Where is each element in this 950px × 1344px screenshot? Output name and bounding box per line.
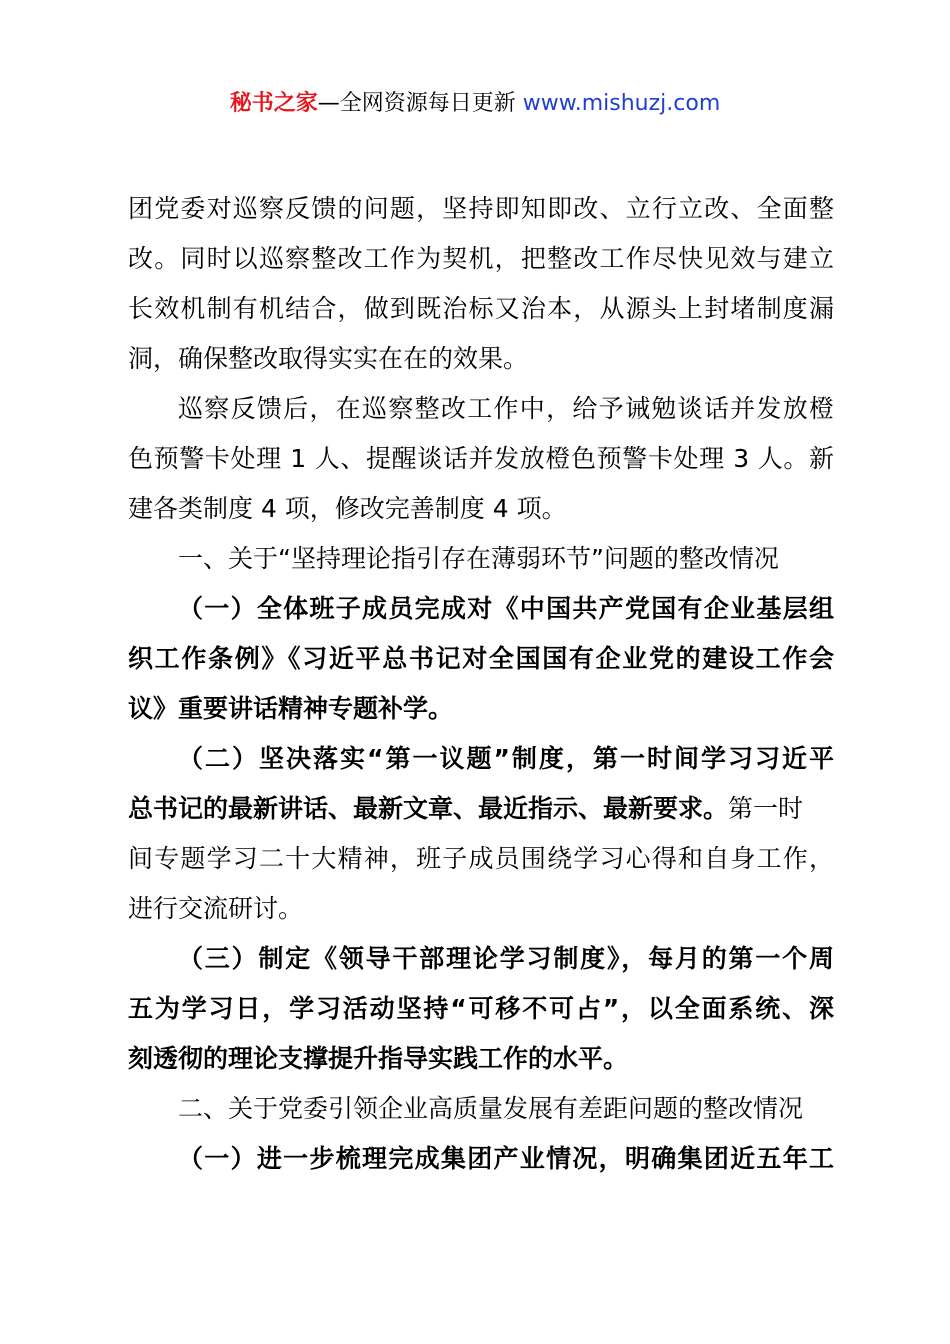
text-line: （三）制定《领导干部理论学习制度》，每月的第一个周 bbox=[178, 944, 834, 973]
text-line: 进行交流研讨。 bbox=[128, 894, 304, 923]
section-heading: 一、关于“坚持理论指引存在薄弱环节”问题的整改情况 bbox=[178, 544, 779, 573]
text-line: 议》重要讲话精神专题补学。 bbox=[128, 694, 454, 723]
text-line: 建各类制度 4 项，修改完善制度 4 项。 bbox=[128, 494, 567, 523]
bold-run: 总书记的最新讲话、最新文章、最近指示、最新要求。 bbox=[128, 794, 729, 823]
text-line: 织工作条例》《习近平总书记对全国国有企业党的建设工作会 bbox=[128, 644, 834, 673]
text-line bbox=[128, 784, 834, 834]
text-line: 洞，确保整改取得实实在在的效果。 bbox=[128, 344, 529, 373]
site-brand: 秘书之家 bbox=[229, 91, 318, 116]
text-line: 改。同时以巡察整改工作为契机，把整改工作尽快见效与建立 bbox=[128, 244, 834, 273]
text-line: （一）全体班子成员完成对《中国共产党国有企业基层组 bbox=[178, 594, 834, 623]
normal-run: 第一时 bbox=[728, 794, 804, 823]
text-line: 五为学习日，学习活动坚持“可移不可占”，以全面系统、深 bbox=[128, 994, 834, 1023]
site-tagline: —全网资源每日更新 bbox=[317, 91, 523, 116]
text-line: 刻透彻的理论支撑提升指导实践工作的水平。 bbox=[128, 1044, 629, 1073]
section-heading: 二、关于党委引领企业高质量发展有差距问题的整改情况 bbox=[178, 1094, 804, 1123]
document-body bbox=[128, 184, 834, 1184]
text-line: 间专题学习二十大精神，班子成员围绕学习心得和自身工作， bbox=[128, 844, 834, 873]
text-line: （二）坚决落实“第一议题”制度，第一时间学习习近平 bbox=[178, 744, 834, 773]
text-line: 团党委对巡察反馈的问题，坚持即知即改、立行立改、全面整 bbox=[128, 194, 834, 223]
text-line: 色预警卡处理 1 人、提醒谈话并发放橙色预警卡处理 3 人。新 bbox=[128, 444, 834, 473]
text-line: 长效机制有机结合，做到既治标又治本，从源头上封堵制度漏 bbox=[128, 294, 834, 323]
page-header bbox=[0, 88, 950, 120]
site-url[interactable]: www.mishuzj.com bbox=[522, 91, 721, 116]
text-line: （一）进一步梳理完成集团产业情况，明确集团近五年工 bbox=[178, 1144, 834, 1173]
text-line: 巡察反馈后，在巡察整改工作中，给予诫勉谈话并发放橙 bbox=[178, 394, 834, 423]
